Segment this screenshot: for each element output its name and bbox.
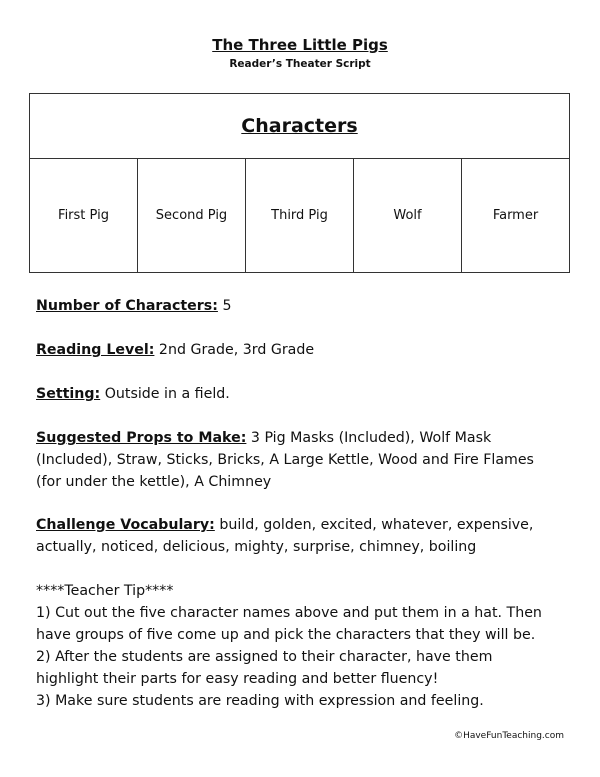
teacher-tip-line: 3) Make sure students are reading with expression and feeling.: [36, 693, 484, 709]
number-of-characters-label: Number of Characters:: [36, 298, 218, 314]
character-cell: Wolf: [354, 159, 462, 272]
copyright-footer: ©HaveFunTeaching.com: [454, 731, 564, 741]
props-label: Suggested Props to Make:: [36, 430, 247, 446]
character-cell: Third Pig: [246, 159, 354, 272]
vocabulary-value-line1: build, golden, excited, whatever, expensive,: [219, 517, 534, 533]
teacher-tip-line: 1) Cut out the five character names above and put them in a hat. Then: [36, 605, 542, 621]
characters-table: [29, 93, 570, 273]
vocabulary-value-line2: actually, noticed, delicious, mighty, surprise, chimney, boiling: [36, 539, 477, 555]
suggested-props: [36, 427, 576, 493]
character-cell: Farmer: [492, 208, 539, 223]
props-value-line3: (for under the kettle), A Chimney: [36, 474, 272, 490]
props-value-line1: 3 Pig Masks (Included), Wolf Mask: [250, 430, 492, 446]
reading-level: [36, 339, 576, 361]
character-cell: First Pig: [30, 159, 138, 272]
vocabulary-line: [36, 514, 576, 536]
challenge-vocabulary: [36, 514, 576, 558]
document-subtitle: Reader’s Theater Script: [229, 58, 371, 70]
characters-row: [30, 159, 569, 272]
number-of-characters: [36, 295, 576, 317]
setting: [36, 383, 576, 405]
teacher-tip-line: highlight their parts for easy reading and better fluency!: [36, 671, 439, 687]
vocabulary-label: Challenge Vocabulary:: [36, 517, 215, 533]
number-of-characters-value: 5: [222, 298, 232, 314]
props-value-line2: (Included), Straw, Sticks, Bricks, A Large Kettle, Wood and Fire Flames: [36, 452, 534, 468]
characters-heading-cell: [30, 94, 569, 159]
teacher-tip-line: 2) After the students are assigned to their character, have them: [36, 649, 493, 665]
teacher-tip-line: have groups of five come up and pick the characters that they will be.: [36, 627, 536, 643]
reading-level-value: 2nd Grade, 3rd Grade: [158, 342, 315, 358]
teacher-tip-heading: ****Teacher Tip****: [36, 583, 174, 599]
character-cell: Second Pig: [138, 159, 246, 272]
props-line: [36, 427, 576, 449]
reading-level-label: Reading Level:: [36, 342, 155, 358]
characters-heading: Characters: [241, 115, 358, 137]
setting-value: Outside in a field.: [104, 386, 230, 402]
setting-label: Setting:: [36, 386, 101, 402]
document-title: The Three Little Pigs: [212, 36, 388, 54]
teacher-tip: [36, 580, 576, 712]
